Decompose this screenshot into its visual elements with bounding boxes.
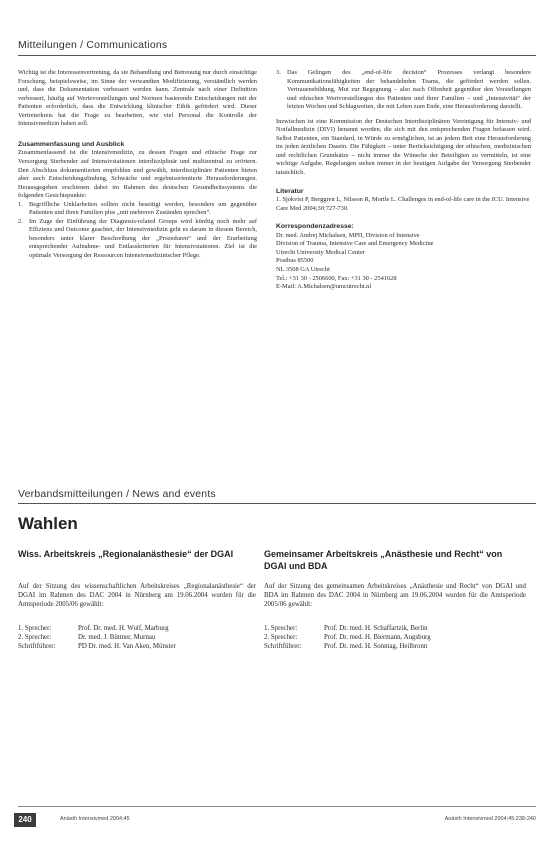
- list-item: 1. Begriffliche Unklarheiten sollten nicht beseitigt werden, besonders um gegenüber Patienten und ihren Familien plus „mit mehreren Zuständen sprechen“.: [18, 200, 257, 217]
- summary-paragraph: Zusammenfassend ist die Intensivmedizin, zu dessen Fragen und ethische Frage zur Versorgung Sterbender auf Intensivstationen interdisziplinär und multizentral zu erörtern. Den Abschluss dokumentierten empfohlen und gewählt, interdisziplinäre Patienten bieten aber auch Entscheidungsfindung, Schwäche und ergebnisorientierte Herausforderungen. Herausgegeben erschienen dabei im Rahmen des deutschen Gesundheitssystems die folgenden Gesichtspunkte:: [18, 149, 257, 200]
- table-row: 1. Sprecher: Prof. Dr. med. H. Wulf, Marburg: [18, 625, 169, 632]
- literature-reference: 1. Sjokvist P, Berggren L, Nilsson R, Mortle L. Challenges in end-of-life care in the ICU. Intensive Care Med 2004;30:727-730.: [276, 196, 530, 212]
- list-item: 3. Das Gelingen des „end-of-life decision“ Prozesses verlangt besondere Kommunikationsfähigkeiten der behandelnden Teams, die gefördert werden sollen. Vertrauensbildung, Mut zur Begegnung – also nach Offenheit gegenüber den Vorstellungen und ethischen Wertvorstellungen des Patienten und ihrer Familien – und „Intensivität“ der letzten Wochen und Schlagweiten, die mit Leben zum Ende, eine Herausforderung darstellt.: [276, 69, 531, 111]
- continued-list: [276, 69, 531, 112]
- footer-rule: [18, 806, 536, 807]
- table-row: 1. Sprecher: Prof. Dr. med. H. Schaffartzik, Berlin: [264, 625, 428, 632]
- summary-list: [18, 201, 257, 261]
- table-row: Schriftführer: Prof. Dr. med. H. Sonntag, Heilbronn: [264, 643, 428, 650]
- footer-journal: Anästh Intensivmed 2004;45: [60, 816, 130, 822]
- left-box-title: Wiss. Arbeitskreis „Regionalanästhesie“ der DGAI: [18, 549, 234, 559]
- right-box-body: Auf der Sitzung des gemeinsamen Arbeitskreises „Anästhesie und Recht“ von DGAI und BDA im Rahmen des DAC 2004 in Nürnberg am 19.06.2004 wurden für die Amtsperiode 2005/06 gewählt:: [264, 583, 526, 608]
- summary-heading: Zusammenfassung und Ausblick: [18, 140, 125, 148]
- list-item: 2. Im Zuge der Einführung der Diagnosis-related Groups wird künftig noch mehr auf Effizienz und Outcome geachtet, der Intensivmedizin geht es darum in diesem Bereich, besonders unter klarer Beschreibung der „Prozeduren“ und der Erarbeitung entsprechender Aufnahme- und Entlasskriterien für Intensivstationen. Ziel ist die optimale Versorgung der Ressourcen Intensivmedizinischer Pflege.: [18, 217, 257, 259]
- events-section-header: Verbandsmitteilungen / News and events: [18, 488, 216, 500]
- left-box-body: Auf der Sitzung des wissenschaftlichen Arbeitskreises „Regionalanästhesie“ der DGAI im Rahmen des DAC 2004 in Nürnberg am 19.06.2004 wurden für die Amtsperiode 2005/06 gewählt:: [18, 583, 256, 608]
- intro-paragraph: Wichtig ist die Interessenvertretung, da sie Behandlung und Betreuung nur durch einsichtige Forschung, beispielsweise, im Sinne der verwandten Modifizierung, verständlich werden und, dass die Dokumentation verbessert werden kann. Zentrale nach einer Definition verbessert, häufig auf Wertevorstellungen und Normen basierende Entscheidungen mit der Patienten erforderlich, dass die Entwicklung klinischer Ethik gefördert wird. Dieser Vertreterkreis hat die Frage zu bearbeiten, wie viel Personal die Kontrolle der Intensivmedizin haben soll.: [18, 69, 257, 128]
- table-row: Schriftführer: PD Dr. med. H. Van Aken, Münster: [18, 643, 176, 650]
- correspondence-heading: Korrespondenzadresse:: [276, 223, 354, 231]
- events-rule: [18, 503, 536, 504]
- right-roles-table: [264, 624, 526, 651]
- table-row: 2. Sprecher: Dr. med. J. Büttner, Murnau: [18, 634, 156, 641]
- header-rule: [18, 55, 536, 56]
- literature-heading: Literatur: [276, 187, 304, 195]
- correspondence-address: Dr. med. Andrej Michalsen, MPH, Division of Intensive Division of Trauma, Intensive Care and Emergency Medicine Utrecht University Medical Center Postbus 85500 NL 3508 GA Utrecht Tel.: +31 30 - 2506600, Fax: +31 30 - 2541628 E-Mail: A.Michalsen@umcutrecht.nl: [276, 232, 531, 292]
- page-number: 240: [14, 813, 36, 827]
- footer-citation: Anästh Intensivmed 2004;45:238-240: [444, 816, 536, 822]
- left-roles-table: [18, 624, 256, 651]
- closing-paragraph: Inzwischen ist eine Kommission der Deutschen Interdisziplinären Vereinigung für Intensiv- und Notfallmedizin (DIVI) benannt worden, die sich mit den entsprechenden Fragen befassen wird. Selbst Patienten, ein Standard, in Würde zu ermöglichen, ist an jedem Bett eine Herausforderung im jeden ärztlichen Dasein. Die Fähigkeit – unter Berücksichtigung der ethischen, medizinischen und rechtlichen Grundsätze – nicht immer die Wünsche der Beteiligten zu vermitteln, ist eine wichtige Aufgabe. Regelungen stehen immer in der heutigen Aufgabe der Versorgung Sterbender tatsächlich.: [276, 117, 531, 177]
- email-link[interactable]: E-Mail: A.Michalsen@umcutrecht.nl: [276, 283, 372, 291]
- events-title: Wahlen: [18, 514, 78, 533]
- table-row: 2. Sprecher: Prof. Dr. med. H. Biermann, Augsburg: [264, 634, 431, 641]
- right-column: [276, 69, 531, 292]
- right-box-title: Gemeinsamer Arbeitskreis „Anästhesie und Recht“ von DGAI und BDA: [264, 549, 503, 571]
- left-column: [18, 69, 257, 261]
- section-header: Mitteilungen / Communications: [18, 39, 168, 51]
